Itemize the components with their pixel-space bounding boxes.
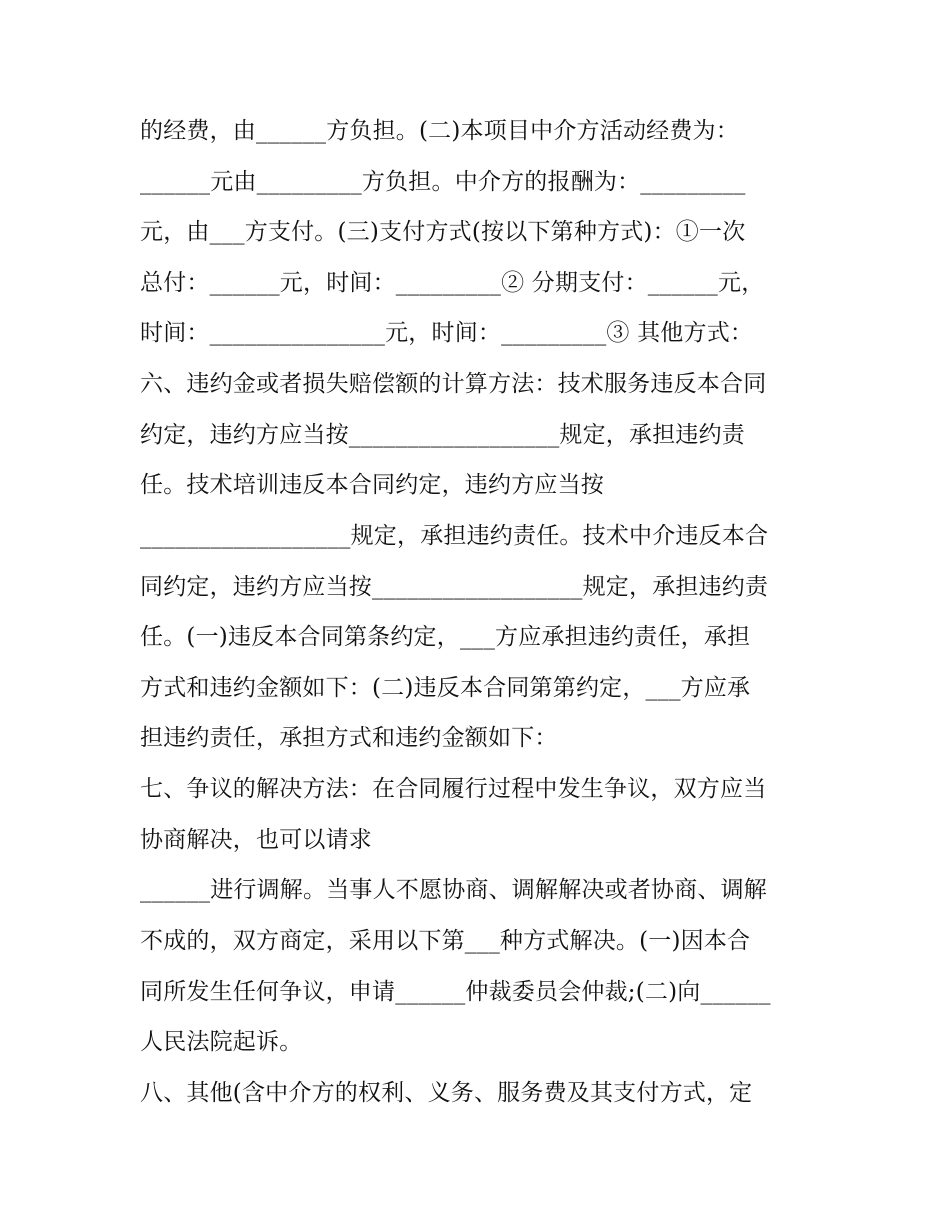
text-line: __________________规定，承担违约责任。技术中介违反本合 (140, 523, 769, 549)
text-line: 七、争议的解决方法：在合同履行过程中发生争议，双方应当 (140, 776, 767, 802)
text-line: 时间：_______________元，时间：_________③ 其他方式： (140, 320, 754, 346)
text-line: 方式和违约金额如下：(二)违反本合同第第约定，___方应承 (140, 675, 751, 701)
text-line: 协商解决，也可以请求 (140, 827, 372, 853)
text-line: 同所发生任何争议，申请______仲裁委员会仲裁;(二)向______ (140, 979, 771, 1005)
text-line: 元，由___方支付。(三)支付方式(按以下第种方式)：①一次 (140, 219, 746, 245)
text-line: 八、其他(含中介方的权利、义务、服务费及其支付方式，定 (140, 1080, 753, 1106)
text-line: 担违约责任，承担方式和违约金额如下： (140, 725, 558, 751)
text-line: 不成的，双方商定，采用以下第___种方式解决。(一)因本合 (140, 928, 751, 954)
text-line: 六、违约金或者损失赔偿额的计算方法：技术服务违反本合同 (140, 371, 767, 397)
text-line: ______元由_________方负担。中介方的报酬为：_________ (140, 169, 746, 195)
text-line: 总付：______元，时间：_________② 分期支付：______元， (140, 270, 765, 296)
text-line: 任。(一)违反本合同第条约定，___方应承担违约责任，承担 (140, 624, 751, 650)
text-line: ______进行调解。当事人不愿协商、调解解决或者协商、调解 (140, 877, 767, 903)
text-line: 约定，违约方应当按__________________规定，承担违约责 (140, 422, 745, 448)
text-line: 同约定，违约方应当按__________________规定，承担违约责 (140, 574, 769, 600)
text-line: 的经费，由______方负担。(二)本项目中介方活动经费为： (140, 118, 739, 144)
text-line: 任。技术培训违反本合同约定，违约方应当按 (140, 472, 604, 498)
text-line: 人民法院起诉。 (140, 1029, 303, 1055)
